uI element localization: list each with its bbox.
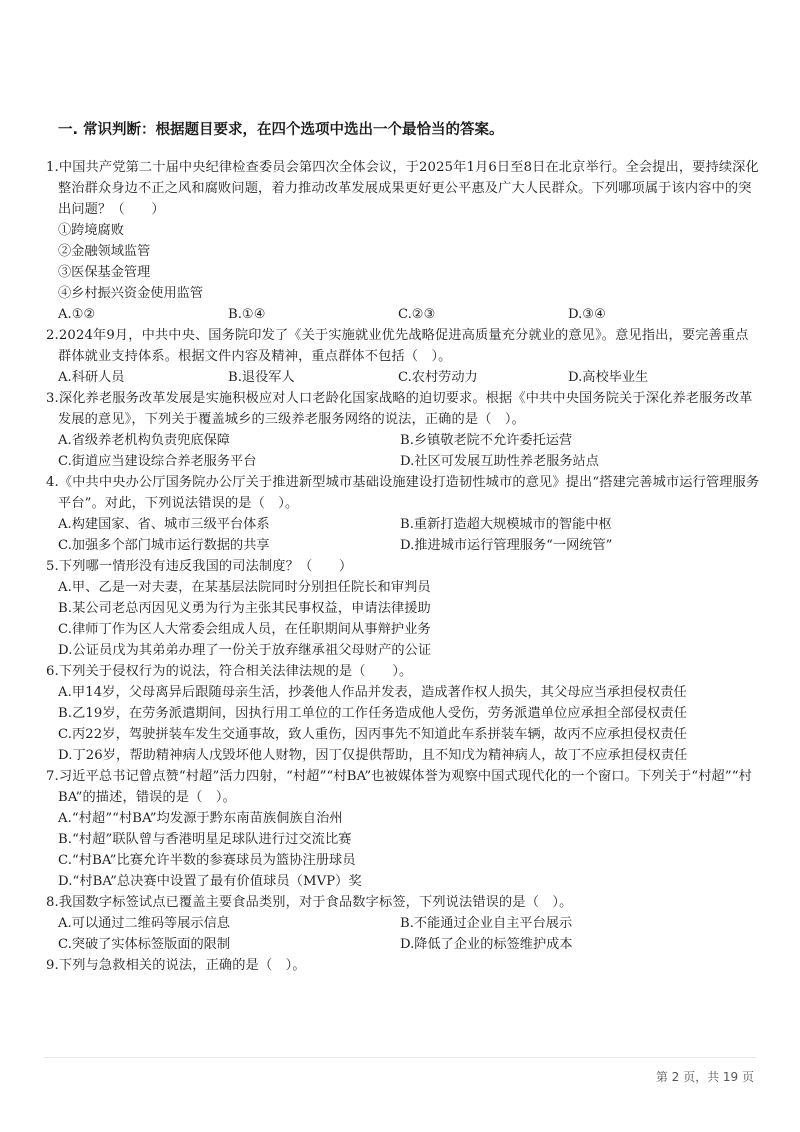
option-d: D.③④ <box>568 307 606 322</box>
option-c: C.律师丁作为区人大常委会组成人员，在任职期间从事辩护业务 <box>58 622 431 637</box>
option-a: A.“村超”“村BA”均发源于黔东南苗族侗族自治州 <box>58 811 343 826</box>
page-number: 第 2 页，共 19 页 <box>655 1070 754 1084</box>
option-row <box>46 535 760 556</box>
question-4 <box>46 472 760 556</box>
option-row <box>46 913 760 934</box>
statement-item: ④乡村振兴资金使用监管 <box>58 286 204 301</box>
question-1 <box>46 157 760 325</box>
option-a: A.科研人员 <box>58 370 125 385</box>
option-b: B.乙19岁，在劳务派遣期间，因执行用工单位的工作任务造成他人受伤，劳务派遣单位应承担全部侵权责任 <box>58 706 687 721</box>
option-c: C.街道应当建设综合养老服务平台 <box>58 454 257 469</box>
question-stem: 7.习近平总书记曾点赞“村超”活力四射，“村超”“村BA”也被媒体誉为观察中国式现代化的一个窗口。下列关于“村超”“村BA”的描述，错误的是（ ）。 <box>46 769 753 805</box>
option-b: B.重新打造超大规模城市的智能中枢 <box>400 517 612 532</box>
statement-item: ③医保基金管理 <box>58 265 151 280</box>
option-row <box>46 514 760 535</box>
question-6 <box>46 661 760 766</box>
question-stem: 3.深化养老服务改革发展是实施积极应对人口老龄化国家战略的迫切要求。根据《中共中央国务院关于深化养老服务改革发展的意见》，下列关于覆盖城乡的三级养老服务网络的说法，正确的是（ ）。 <box>46 391 753 427</box>
question-9 <box>46 955 760 976</box>
option-d: D.丁26岁，帮助精神病人戊毁坏他人财物，因丁仅提供帮助，且不知戊为精神病人，故丁不应承担侵权责任 <box>58 748 688 763</box>
option-d: D.“村BA”总决赛中设置了最有价值球员（MVP）奖 <box>58 874 362 889</box>
question-8 <box>46 892 760 955</box>
option-row <box>46 430 760 451</box>
option-c: C.农村劳动力 <box>398 370 478 385</box>
option-c: C.突破了实体标签版面的限制 <box>58 937 231 952</box>
question-stem: 4.《中共中央办公厅国务院办公厅关于推进新型城市基础设施建设打造韧性城市的意见》提出“搭建完善城市运行管理服务平台”。对此，下列说法错误的是（ ）。 <box>46 475 760 511</box>
option-a: A.构建国家、省、城市三级平台体系 <box>58 517 270 532</box>
option-b: B.乡镇敬老院不允许委托运营 <box>400 433 573 448</box>
option-d: D.高校毕业生 <box>568 370 649 385</box>
option-c: C.“村BA”比赛允许半数的参赛球员为篮协注册球员 <box>58 853 356 868</box>
option-b: B.①④ <box>228 307 266 322</box>
question-5 <box>46 556 760 661</box>
option-d: D.社区可发展互助性养老服务站点 <box>400 454 599 469</box>
option-a: A.甲14岁，父母离异后跟随母亲生活，抄袭他人作品并发表，造成著作权人损失，其父母应当承担侵权责任 <box>58 685 687 700</box>
question-stem: 8.我国数字标签试点已覆盖主要食品类别，对于食品数字标签，下列说法错误的是（ ）。 <box>46 895 573 910</box>
option-b: B.不能通过企业自主平台展示 <box>400 916 573 931</box>
option-c: C.丙22岁，驾驶拼装车发生交通事故，致人重伤，因丙事先不知道此车系拼装车辆，故丙不应承担侵权责任 <box>58 727 687 742</box>
option-row <box>46 367 760 388</box>
statement-item: ②金融领域监管 <box>58 244 151 259</box>
section-title: 一. 常识判断：根据题目要求，在四个选项中选出一个最恰当的答案。 <box>58 122 504 138</box>
question-7 <box>46 766 760 892</box>
question-2 <box>46 325 760 388</box>
option-b: B.退役军人 <box>228 370 295 385</box>
option-c: C.加强多个部门城市运行数据的共享 <box>58 538 270 553</box>
option-d: D.公证员戊为其弟弟办理了一份关于放弃继承祖父母财产的公证 <box>58 643 432 658</box>
option-d: D.推进城市运行管理服务“一网统管” <box>400 538 613 553</box>
statement-item: ①跨境腐败 <box>58 223 124 238</box>
option-c: C.②③ <box>398 307 436 322</box>
question-stem: 9.下列与急救相关的说法，正确的是（ ）。 <box>46 958 306 973</box>
option-row <box>46 304 760 325</box>
footer-divider <box>44 1057 756 1058</box>
option-row <box>46 451 760 472</box>
option-a: A.甲、乙是一对夫妻，在某基层法院同时分别担任院长和审判员 <box>58 580 431 595</box>
question-stem: 6.下列关于侵权行为的说法，符合相关法律法规的是（ ）。 <box>46 664 413 679</box>
option-a: A.可以通过二维码等展示信息 <box>58 916 230 931</box>
question-3 <box>46 388 760 472</box>
question-stem: 5.下列哪一情形没有违反我国的司法制度？（ ） <box>46 559 353 574</box>
option-row <box>46 934 760 955</box>
option-b: B.“村超”联队曾与香港明星足球队进行过交流比赛 <box>58 832 352 847</box>
question-list <box>46 157 760 976</box>
option-b: B.某公司老总丙因见义勇为行为主张其民事权益，申请法律援助 <box>58 601 431 616</box>
option-a: A.①② <box>58 307 96 322</box>
question-stem: 2.2024年9月，中共中央、国务院印发了《关于实施就业优先战略促进高质量充分就业的意见》。意见指出，要完善重点群体就业支持体系。根据文件内容及精神，重点群体不包括（ ）。 <box>46 328 749 364</box>
option-a: A.省级养老机构负责兜底保障 <box>58 433 230 448</box>
option-d: D.降低了企业的标签维护成本 <box>400 937 573 952</box>
question-stem: 1.中国共产党第二十届中央纪律检查委员会第四次全体会议，于2025年1月6日至8日在北京举行。全会提出，要持续深化整治群众身边不正之风和腐败问题，着力推动改革发展成果更好更公平惠及广大人民群众。下列哪项属于该内容中的突出问题？（ ） <box>46 160 759 217</box>
